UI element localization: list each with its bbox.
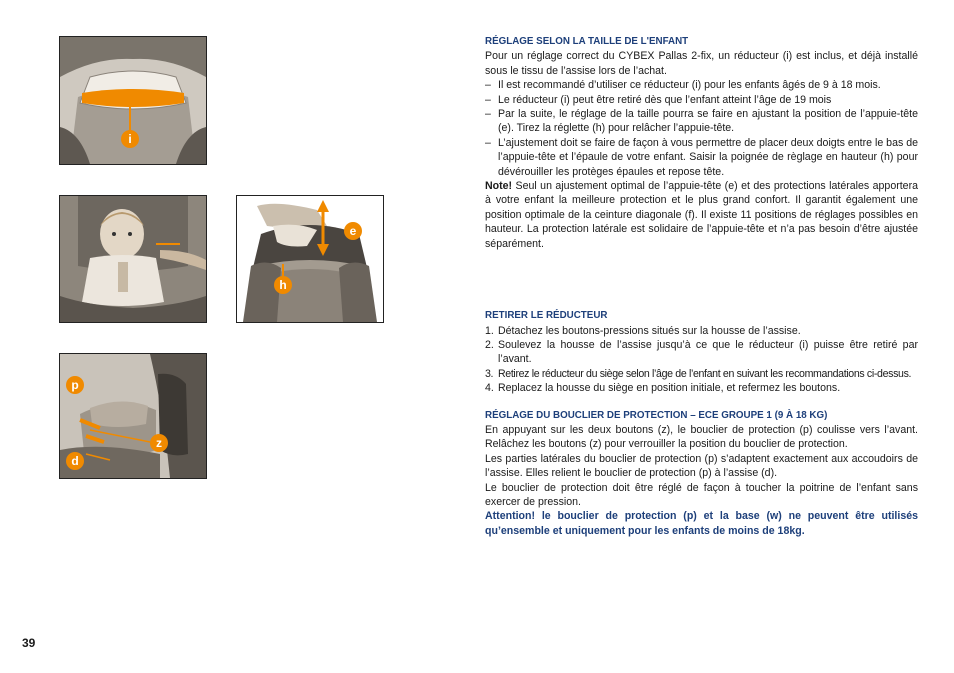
section-title: RETIRER LE RÉDUCTEUR — [485, 310, 608, 322]
intro-paragraph: Pour un réglage correct du CYBEX Pallas 2-fix, un réducteur (i) est inclus, et déjà installé sous le tissu de l’assise lors de l’achat. — [485, 50, 918, 77]
list-number: 3. — [485, 367, 494, 380]
seat-reducer-figure — [59, 36, 207, 165]
section-title: RÉGLAGE SELON LA TAILLE DE L'ENFANT — [485, 36, 689, 47]
body-paragraph: Les parties latérales du bouclier de protection (p) s’adaptent exactement aux accoudoirs de l’assise. Elles relient le bouclier de protection (p) à l’assise (d). — [485, 452, 918, 480]
section-impact-shield — [485, 409, 918, 539]
section-remove-reducer — [485, 309, 918, 395]
section-title: RÉGLAGE DU BOUCLIER DE PROTECTION – ECE GROUPE 1 (9 À 18 KG) — [485, 409, 828, 421]
note-text: Seul un ajustement optimal de l’appuie-tête (e) et des protections latérales apportera à votre enfant la meilleure protection et le plus grand confort. Il garantit également une position optimale de la ceinture diagonale (f). Il existe 11 positions de réglages possibles en hauteur. La protection latérale est solidaire de l’appuie-tête et n’a pas besoin d’être ajustée séparément. — [485, 180, 918, 250]
list-item — [485, 367, 918, 381]
callout-e: e — [344, 222, 362, 240]
list-item — [485, 381, 918, 395]
callout-d: d — [66, 452, 84, 470]
list-number: 2. — [485, 338, 494, 351]
child-headrest-figure — [59, 195, 207, 323]
list-item: – Par la suite, le réglage de la taille pourra se faire en ajustant la position de l’appuie-tête (e). Tirez la réglette (h) pour relâcher l’appuie-tête. — [485, 107, 918, 136]
list-text: Retirez le réducteur du siège selon l’âge de l’enfant en suivant les recommandations ci-dessus. — [498, 367, 912, 380]
callout-z: z — [150, 434, 168, 452]
callout-p: p — [66, 376, 84, 394]
list-item — [485, 338, 918, 367]
warning-paragraph: Attention! le bouclier de protection (p) et la base (w) ne peuvent être utilisés qu’ensemble et uniquement pour les enfants de moins de 18kg. — [485, 510, 918, 537]
section-height-adjustment — [485, 35, 918, 251]
child-headrest-illustration — [60, 196, 206, 322]
headrest-adjust-illustration — [237, 196, 383, 322]
callout-i: i — [121, 130, 139, 148]
headrest-adjust-figure — [236, 195, 384, 323]
page-number: 39 — [22, 636, 36, 650]
callout-h: h — [274, 276, 292, 294]
list-item — [485, 324, 918, 338]
list-text: Soulevez la housse de l’assise jusqu’à ce que le réducteur (i) puisse être retiré par l’avant. — [498, 338, 918, 366]
body-paragraph: Le bouclier de protection doit être réglé de façon à toucher la poitrine de l’enfant sans exercer de pression. — [485, 481, 918, 508]
list-item: – L’ajustement doit se faire de façon à vous permettre de placer deux doigts entre le bas de l’appuie-tête et l’épaule de votre enfant. Saisir la poignée de règlage en hauteur (h) pour dévérouiller les protèges épaules et repose tête. — [485, 136, 918, 179]
list-item: – Il est recommandé d’utiliser ce réducteur (i) pour les enfants âgés de 9 à 18 mois. — [485, 78, 918, 92]
list-item: – Le réducteur (i) peut être retiré dès que l’enfant atteint l’âge de 19 mois — [485, 93, 918, 107]
list-text: Détachez les boutons-pressions situés sur la housse de l’assise. — [498, 324, 801, 337]
impact-shield-figure — [59, 353, 207, 479]
body-paragraph: En appuyant sur les deux boutons (z), le bouclier de protection (p) coulisse vers l’avant. Relâchez les boutons (z) pour verrouiller la position du bouclier de protection. — [485, 423, 918, 451]
list-number: 4. — [485, 382, 494, 395]
note-label: Note! — [485, 180, 513, 193]
note-paragraph — [485, 179, 918, 251]
text-column — [485, 35, 918, 538]
list-number: 1. — [485, 324, 494, 337]
list-text: Replacez la housse du siège en position initiale, et refermez les boutons. — [498, 382, 841, 395]
